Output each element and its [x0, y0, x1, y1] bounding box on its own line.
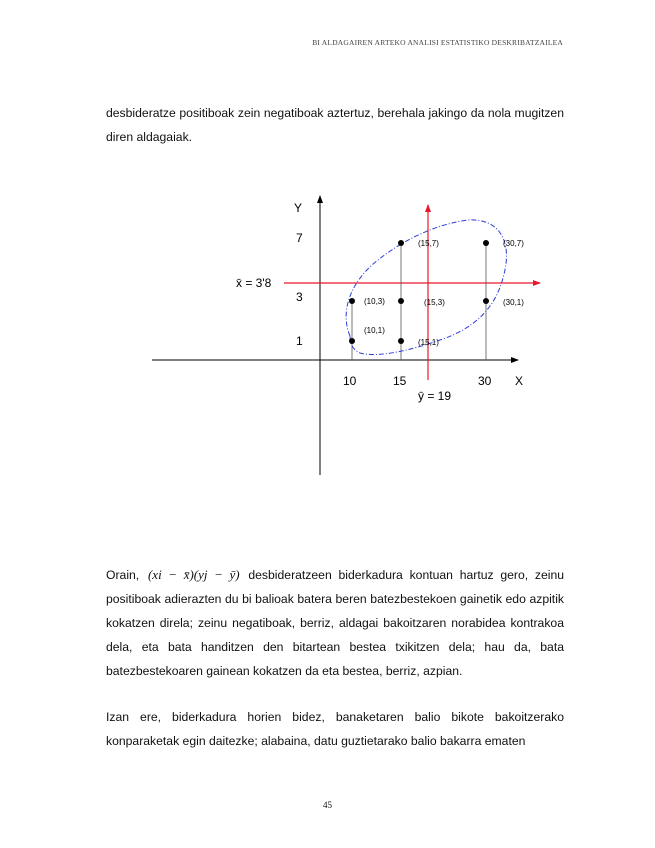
point-label: (10,1): [364, 326, 385, 335]
paragraph-intro: desbideratze positiboak zein negatiboak aztertuz, berehala jakingo da nola mugitzen diren aldagaiak.: [106, 106, 564, 144]
y-tick-label: 7: [296, 231, 303, 245]
data-point: [483, 298, 489, 304]
mean-x-label: x̄ = 3'8: [236, 276, 272, 290]
data-point: [349, 338, 355, 344]
running-header: BI ALDAGAIREN ARTEKO ANALISI ESTATISTIKO DESKRIBATZAILEA: [312, 38, 563, 47]
y-axis-label: Y: [294, 201, 303, 215]
x-tick-label: 15: [393, 374, 407, 388]
paragraph-comparison: Izan ere, biderkadura horien bidez, banaketaren balio bikote bakoitzerako konparaketak egin daitezke; alabaina, datu guztietarako balio bakarra ematen: [106, 710, 564, 748]
point-label: (10,3): [364, 297, 385, 306]
y-tick-label: 1: [296, 334, 303, 348]
x-tick-label: 10: [343, 374, 357, 388]
data-point: [349, 298, 355, 304]
point-label: (15,1): [418, 338, 439, 347]
mean-y-label: ȳ = 19: [418, 389, 452, 403]
y-tick-label: 3: [296, 290, 303, 304]
data-point: [398, 338, 404, 344]
deviation-product-formula: (xi − x̄)(yj − ȳ): [147, 567, 240, 582]
paragraph-lead: Orain,: [106, 568, 140, 582]
page-number: 45: [323, 800, 332, 810]
data-point: [398, 240, 404, 246]
paragraph-body: desbideratzeen biderkadura kontuan hartuz gero, zeinu positiboak adierazten du bi balioak batera beren batezbestekoen gainetik edo azpitik kokatzen direla; zeinu negatiboak, berriz, aldagai bakoitzaren norabidea kontrakoa dela, eta bata handitzen den bitartean bestea txikitzen dela; hau da, bata batezbestekoaren gainean kokatzen da eta bestea, berriz, azpian.: [106, 568, 565, 678]
paragraph-product-sign: [106, 563, 564, 683]
data-point: [398, 298, 404, 304]
point-label: (30,1): [503, 298, 524, 307]
data-point: [483, 240, 489, 246]
point-label: (15,3): [424, 298, 445, 307]
x-axis-label: X: [515, 374, 524, 388]
x-tick-label: 30: [478, 374, 492, 388]
point-label: (30,7): [503, 239, 524, 248]
point-label: (15,7): [418, 239, 439, 248]
